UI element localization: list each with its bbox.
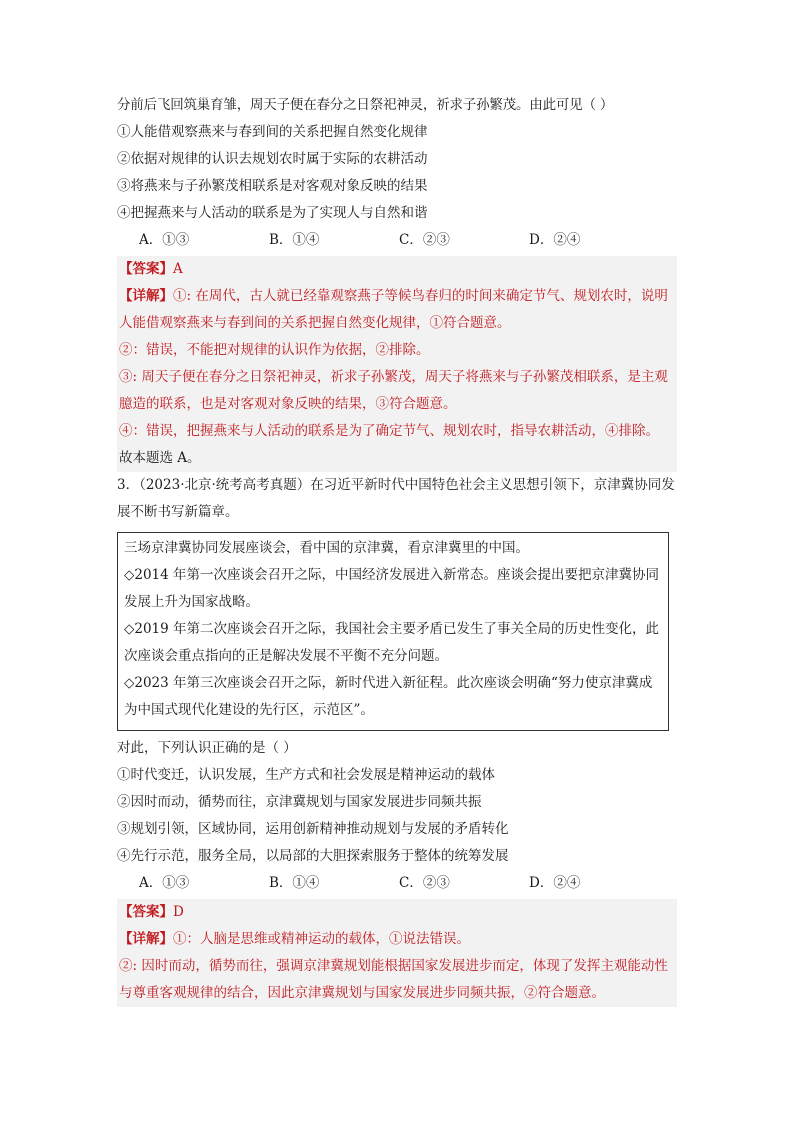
q3-box-line-4: ◇2023 年第三次座谈会召开之际，新时代进入新征程。此次座谈会明确“努力使京津冀成为中国式现代化建设的先行区，示范区”。 — [124, 675, 653, 718]
q2-item-3: ③将燕来与子孙繁茂相联系是对客观对象反映的结果 — [117, 178, 428, 194]
q3-answer-value: D — [173, 904, 184, 920]
q3-box-line-1: 三场京津冀协同发展座谈会，看中国的京津冀，看京津冀里的中国。 — [124, 540, 529, 556]
q2-option-d: D．②④ — [529, 232, 581, 248]
q3-option-a: A．①③ — [139, 875, 190, 891]
q2-item-2: ②依据对规律的认识去规划农时属于实际的农耕活动 — [117, 151, 428, 167]
q3-item-2: ②因时而动，循势而往，京津冀规划与国家发展进步同频共振 — [117, 794, 482, 810]
q2-answer-tag: 【答案】 — [119, 261, 173, 277]
q2-detail-1: 【详解】①: 在周代，古人就已经靠观察燕子等候鸟春归的时间来确定节气、规划农时，说明人能借观察燕来与春到间的关系把握自然变化规律，①符合题意。 — [119, 288, 668, 331]
q2-item-1: ①人能借观察燕来与春到间的关系把握自然变化规律 — [117, 124, 428, 140]
q2-option-a: A．①③ — [139, 232, 190, 248]
q2-options — [117, 227, 677, 254]
q3-answer-tag: 【答案】 — [119, 904, 173, 920]
q3-answer-block — [117, 899, 677, 1007]
q3-option-b: B．①④ — [269, 875, 320, 891]
q3-item-4: ④先行示范，服务全局，以局部的大胆探索服务于整体的统筹发展 — [117, 848, 509, 864]
q2-option-c: C．②③ — [399, 232, 450, 248]
q3-stem: 对此，下列认识正确的是（ ） — [117, 740, 297, 756]
q2-conclusion: 故本题选 A。 — [119, 450, 201, 466]
q3-item-3: ③规划引领，区域协同，运用创新精神推动规划与发展的矛盾转化 — [117, 821, 509, 837]
q2-item-4: ④把握燕来与人活动的联系是为了实现人与自然和谐 — [117, 205, 428, 221]
q2-intro: 分前后飞回筑巢育雏，周天子便在春分之日祭祀神灵，祈求子孙繁茂。由此可见（ ） — [117, 97, 614, 113]
q3-detail-tag: 【详解】 — [119, 931, 173, 947]
q3-box-line-2: ◇2014 年第一次座谈会召开之际，中国经济发展进入新常态。座谈会提出要把京津冀协同发展上升为国家战略。 — [124, 567, 660, 610]
q2-answer-value: A — [173, 261, 183, 277]
q2-detail-2: ②：错误，不能把对规律的认识作为依据，②排除。 — [119, 342, 430, 358]
document-page — [117, 92, 677, 1007]
q2-option-b: B．①④ — [269, 232, 320, 248]
q2-answer — [119, 256, 677, 283]
q2-detail-4: ④：错误，把握燕来与人活动的联系是为了确定节气、规划农时，指导农耕活动，④排除。 — [119, 423, 659, 439]
q3-option-c: C．②③ — [399, 875, 450, 891]
q3-detail-2: ②: 因时而动，循势而往，强调京津冀规划能根据国家发展进步而定，体现了发挥主观能动性与尊重客观规律的结合，因此京津冀规划与国家发展进步同频共振，②符合题意。 — [119, 958, 668, 1001]
q2-detail-tag: 【详解】 — [119, 288, 173, 304]
q3-answer — [119, 899, 677, 926]
q3-box-line-3: ◇2019 年第二次座谈会召开之际，我国社会主要矛盾已发生了事关全局的历史性变化，此次座谈会重点指向的正是解决发展不平衡不充分问题。 — [124, 621, 660, 664]
q3-header: 3．（2023·北京·统考高考真题）在习近平新时代中国特色社会主义思想引领下，京津冀协同发展不断书写新篇章。 — [117, 477, 675, 520]
q2-answer-block — [117, 256, 677, 472]
q3-detail-1: 【详解】①：人脑是思维或精神运动的载体，①说法错误。 — [119, 931, 470, 947]
q3-material-box — [117, 532, 669, 731]
q3-options — [117, 870, 677, 897]
q3-option-d: D．②④ — [529, 875, 581, 891]
q3-item-1: ①时代变迁，认识发展，生产方式和社会发展是精神运动的载体 — [117, 767, 495, 783]
q2-detail-3: ③: 周天子便在春分之日祭祀神灵，祈求子孙繁茂，周天子将燕来与子孙繁茂相联系，是主观臆造的联系，也是对客观对象反映的结果，③符合题意。 — [119, 369, 668, 412]
